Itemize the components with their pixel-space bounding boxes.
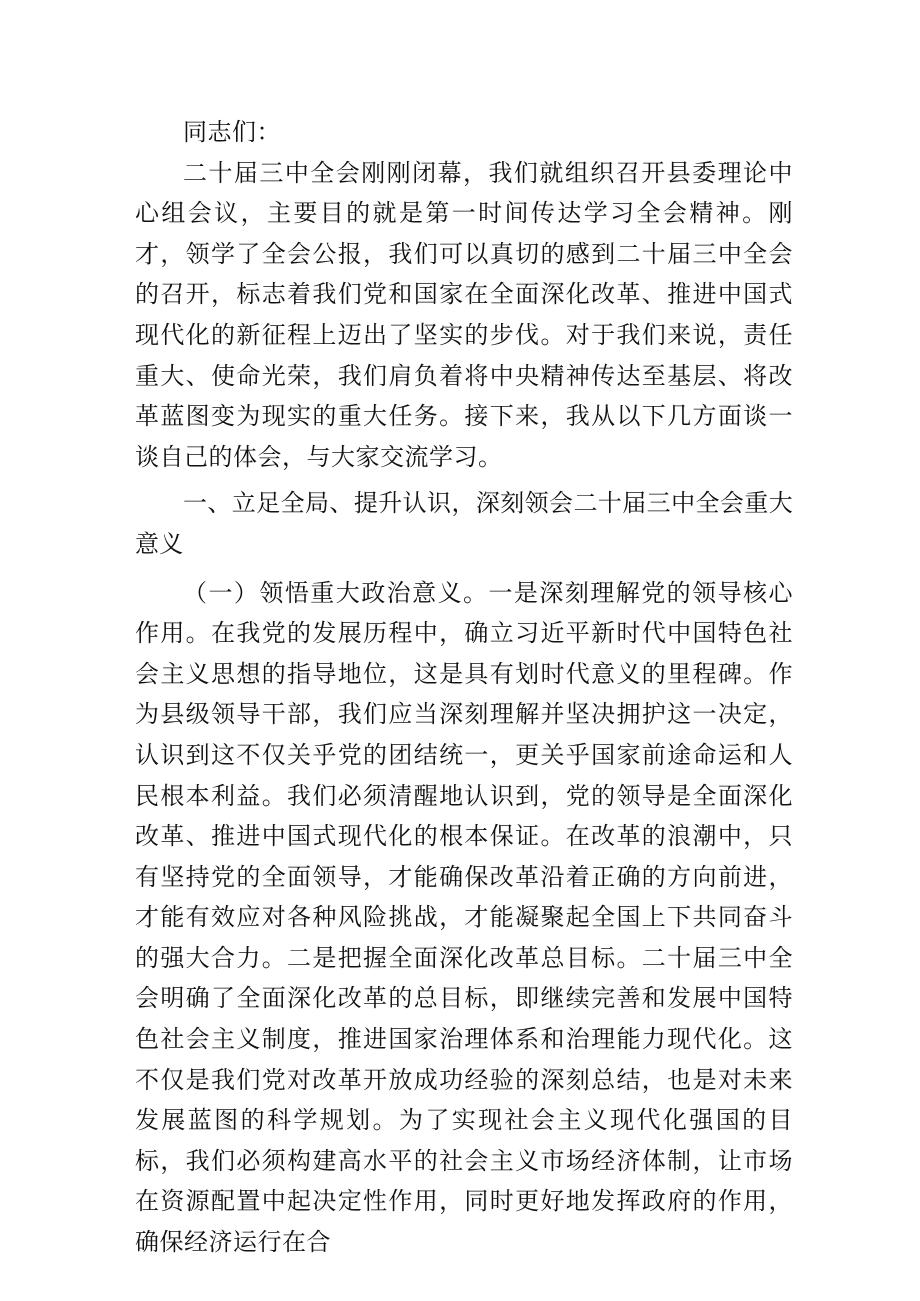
salutation: 同志们： [183, 118, 281, 146]
intro-paragraph: 二十届三中全会刚刚闭幕，我们就组织召开县委理论中心组会议，主要目的就是第一时间传达学习全会精神。刚才，领学了全会公报，我们可以真切的感到二十届三中全会的召开，标志着我们党和国家在全面深化改革、推进中国式现代化的新征程上迈出了坚实的步伐。对于我们来说，责任重大、使命光荣，我们肩负着将中央精神传达至基层、将改革蓝图变为现实的重大任务。接下来，我从以下几方面谈一谈自己的体会，与大家交流学习。 [135, 158, 793, 471]
section-heading: 一、立足全局、提升认识，深刻领会二十届三中全会重大意义 [135, 489, 793, 558]
section-paragraph: （一）领悟重大政治意义。一是深刻理解党的领导核心作用。在我党的发展历程中，确立习近平新时代中国特色社会主义思想的指导地位，这是具有划时代意义的里程碑。作为县级领导干部，我们应当深刻理解并坚决拥护这一决定，认识到这不仅关乎党的团结统一，更关乎国家前途命运和人民根本利益。我们必须清醒地认识到，党的领导是全面深化改革、推进中国式现代化的根本保证。在改革的浪潮中，只有坚持党的全面领导，才能确保改革沿着正确的方向前进，才能有效应对各种风险挑战，才能凝聚起全国上下共同奋斗的强大合力。二是把握全面深化改革总目标。二十届三中全会明确了全面深化改革的总目标，即继续完善和发展中国特色社会主义制度，推进国家治理体系和治理能力现代化。这不仅是我们党对改革开放成功经验的深刻总结，也是对未来发展蓝图的科学规划。为了实现社会主义现代化强国的目标，我们必须构建高水平的社会主义市场经济体制，让市场在资源配置中起决定性作用，同时更好地发挥政府的作用，确保经济运行在合 [135, 578, 793, 1257]
document-body [135, 112, 793, 1263]
